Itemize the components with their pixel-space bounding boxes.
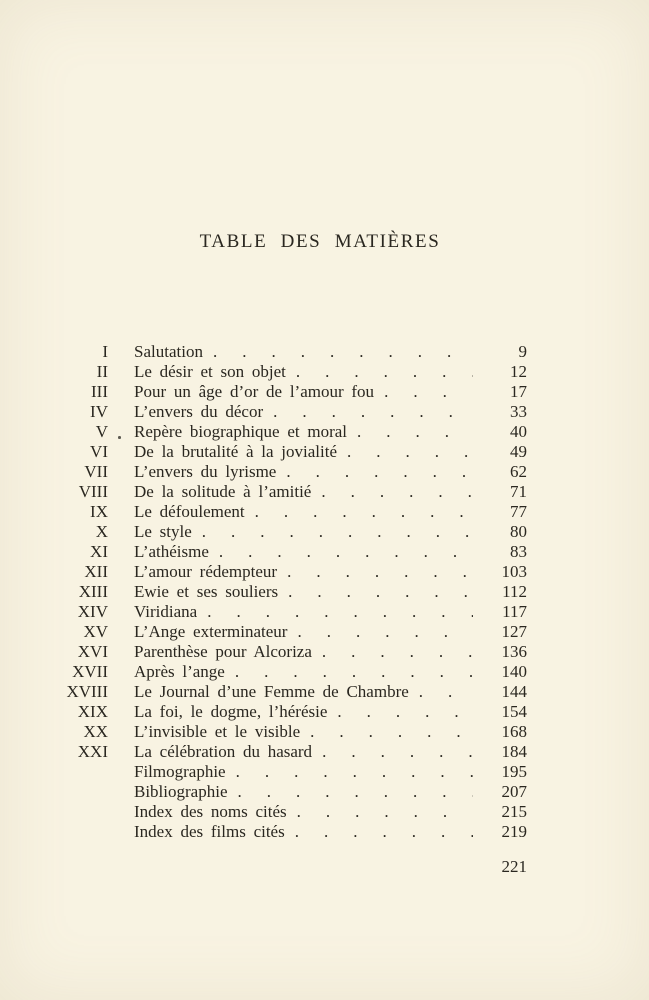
toc-row xyxy=(62,442,527,462)
chapter-numeral: XXI xyxy=(77,742,108,761)
chapter-page-number: 62 xyxy=(510,462,527,481)
chapter-page-number: 140 xyxy=(501,662,527,681)
chapter-title: La foi, le dogme, l’hérésie xyxy=(134,702,328,721)
chapter-numeral: XVI xyxy=(77,642,108,661)
dot-leader xyxy=(207,602,473,622)
chapter-title: Pour un âge d’or de l’amour fou xyxy=(134,382,375,401)
toc-row xyxy=(62,422,527,442)
chapter-page-number: 154 xyxy=(501,702,527,721)
dot-leader xyxy=(273,402,473,422)
chapter-title: Le style xyxy=(134,522,192,541)
dot-leader xyxy=(288,582,473,602)
dot-leader xyxy=(235,662,473,682)
chapter-numeral: VII xyxy=(84,462,108,481)
chapter-title: Viridiana xyxy=(134,602,198,621)
toc-row xyxy=(62,722,527,742)
chapter-numeral: XIII xyxy=(78,582,108,601)
toc-row xyxy=(62,742,527,762)
chapter-title: Le Journal d’une Femme de Chambre xyxy=(134,682,409,701)
chapter-page-number: 103 xyxy=(501,562,527,581)
toc-row xyxy=(62,582,527,602)
toc-row xyxy=(62,822,527,842)
chapter-title: La célébration du hasard xyxy=(134,742,313,761)
chapter-title: Bibliographie xyxy=(134,782,228,801)
dot-leader xyxy=(236,762,473,782)
chapter-page-number: 12 xyxy=(510,362,527,381)
chapter-numeral: VI xyxy=(90,442,108,461)
chapter-title: L’amour rédempteur xyxy=(134,562,278,581)
chapter-title: Ewie et ses souliers xyxy=(134,582,279,601)
dot-leader xyxy=(255,502,473,522)
chapter-numeral: I xyxy=(102,342,108,361)
chapter-page-number: 144 xyxy=(501,682,527,701)
toc-row xyxy=(62,802,527,822)
toc-row xyxy=(62,562,527,582)
chapter-numeral: XII xyxy=(84,562,108,581)
chapter-page-number: 168 xyxy=(501,722,527,741)
dot-leader xyxy=(213,342,473,362)
chapter-title: L’invisible et le visible xyxy=(134,722,301,741)
chapter-page-number: 77 xyxy=(510,502,527,521)
dot-leader xyxy=(287,562,473,582)
dot-leader xyxy=(321,482,473,502)
chapter-page-number: 219 xyxy=(501,822,527,841)
dot-leader xyxy=(347,442,473,462)
toc-row xyxy=(62,682,527,702)
chapter-title: L’Ange exterminateur xyxy=(134,622,288,641)
toc-row xyxy=(62,702,527,722)
dot-leader xyxy=(322,742,473,762)
chapter-numeral: IX xyxy=(90,502,108,521)
chapter-numeral: V xyxy=(95,422,108,441)
chapter-title: Filmographie xyxy=(134,762,226,781)
toc-row xyxy=(62,342,527,362)
toc-row xyxy=(62,542,527,562)
dot-leader xyxy=(297,622,473,642)
dot-leader xyxy=(219,542,473,562)
chapter-title: Salutation xyxy=(134,342,203,361)
toc-row xyxy=(62,642,527,662)
dot-leader xyxy=(295,822,473,842)
chapter-page-number: 9 xyxy=(518,342,527,361)
chapter-page-number: 33 xyxy=(510,402,527,421)
chapter-title: Le désir et son objet xyxy=(134,362,286,381)
chapter-title: Le défoulement xyxy=(134,502,245,521)
chapter-page-number: 83 xyxy=(510,542,527,561)
chapter-numeral: XIV xyxy=(77,602,108,621)
toc-row xyxy=(62,622,527,642)
chapter-numeral: XI xyxy=(90,542,108,561)
chapter-page-number: 127 xyxy=(501,622,527,641)
chapter-page-number: 80 xyxy=(510,522,527,541)
dot-leader xyxy=(286,462,473,482)
toc-list xyxy=(62,342,527,842)
chapter-title: Repère biographique et moral xyxy=(134,422,348,441)
dot-leader xyxy=(202,522,473,542)
toc-row xyxy=(62,482,527,502)
chapter-numeral: IV xyxy=(90,402,108,421)
dot-leader xyxy=(310,722,473,742)
chapter-page-number: 207 xyxy=(501,782,527,801)
chapter-numeral: VIII xyxy=(78,482,108,501)
chapter-title: De la solitude à l’amitié xyxy=(134,482,312,501)
chapter-title: L’envers du décor xyxy=(134,402,264,421)
chapter-numeral: III xyxy=(91,382,108,401)
dot-leader xyxy=(357,422,473,442)
chapter-page-number: 49 xyxy=(510,442,527,461)
dot-leader xyxy=(297,802,473,822)
toc-row xyxy=(62,362,527,382)
chapter-title: De la brutalité à la jovialité xyxy=(134,442,338,461)
chapter-numeral: XV xyxy=(83,622,108,641)
chapter-page-number: 40 xyxy=(510,422,527,441)
chapter-page-number: 184 xyxy=(501,742,527,761)
chapter-numeral: XX xyxy=(83,722,108,741)
chapter-numeral: X xyxy=(95,522,108,541)
dot-leader xyxy=(237,782,473,802)
toc-row xyxy=(62,662,527,682)
dot-leader xyxy=(296,362,473,382)
toc-row xyxy=(62,782,527,802)
page-title: TABLE DES MATIÈRES xyxy=(199,231,441,252)
toc-row xyxy=(62,502,527,522)
toc-row xyxy=(62,522,527,542)
toc-row xyxy=(62,382,527,402)
dot-leader xyxy=(322,642,473,662)
chapter-page-number: 71 xyxy=(510,482,527,501)
chapter-numeral: XVII xyxy=(72,662,108,681)
dot-leader xyxy=(384,382,473,402)
toc-row xyxy=(62,462,527,482)
dot-leader xyxy=(419,682,473,702)
chapter-page-number: 136 xyxy=(501,642,527,661)
toc-row xyxy=(62,762,527,782)
dot-leader xyxy=(337,702,473,722)
chapter-page-number: 17 xyxy=(510,382,527,401)
chapter-title: Après l’ange xyxy=(134,662,225,681)
chapter-title: Parenthèse pour Alcoriza xyxy=(134,642,312,661)
toc-row xyxy=(62,402,527,422)
chapter-numeral: XVIII xyxy=(66,682,108,701)
chapter-page-number: 195 xyxy=(501,762,527,781)
stray-ink-dot xyxy=(118,436,121,439)
chapter-numeral: II xyxy=(96,362,108,381)
chapter-title: Index des films cités xyxy=(134,822,285,841)
folio-page-number: 221 xyxy=(501,857,527,876)
chapter-page-number: 112 xyxy=(502,582,527,601)
chapter-title: Index des noms cités xyxy=(134,802,287,821)
chapter-title: L’envers du lyrisme xyxy=(134,462,277,481)
toc-row xyxy=(62,602,527,622)
chapter-page-number: 117 xyxy=(502,602,527,621)
chapter-numeral: XIX xyxy=(77,702,108,721)
chapter-page-number: 215 xyxy=(501,802,527,821)
chapter-title: L’athéisme xyxy=(134,542,209,561)
